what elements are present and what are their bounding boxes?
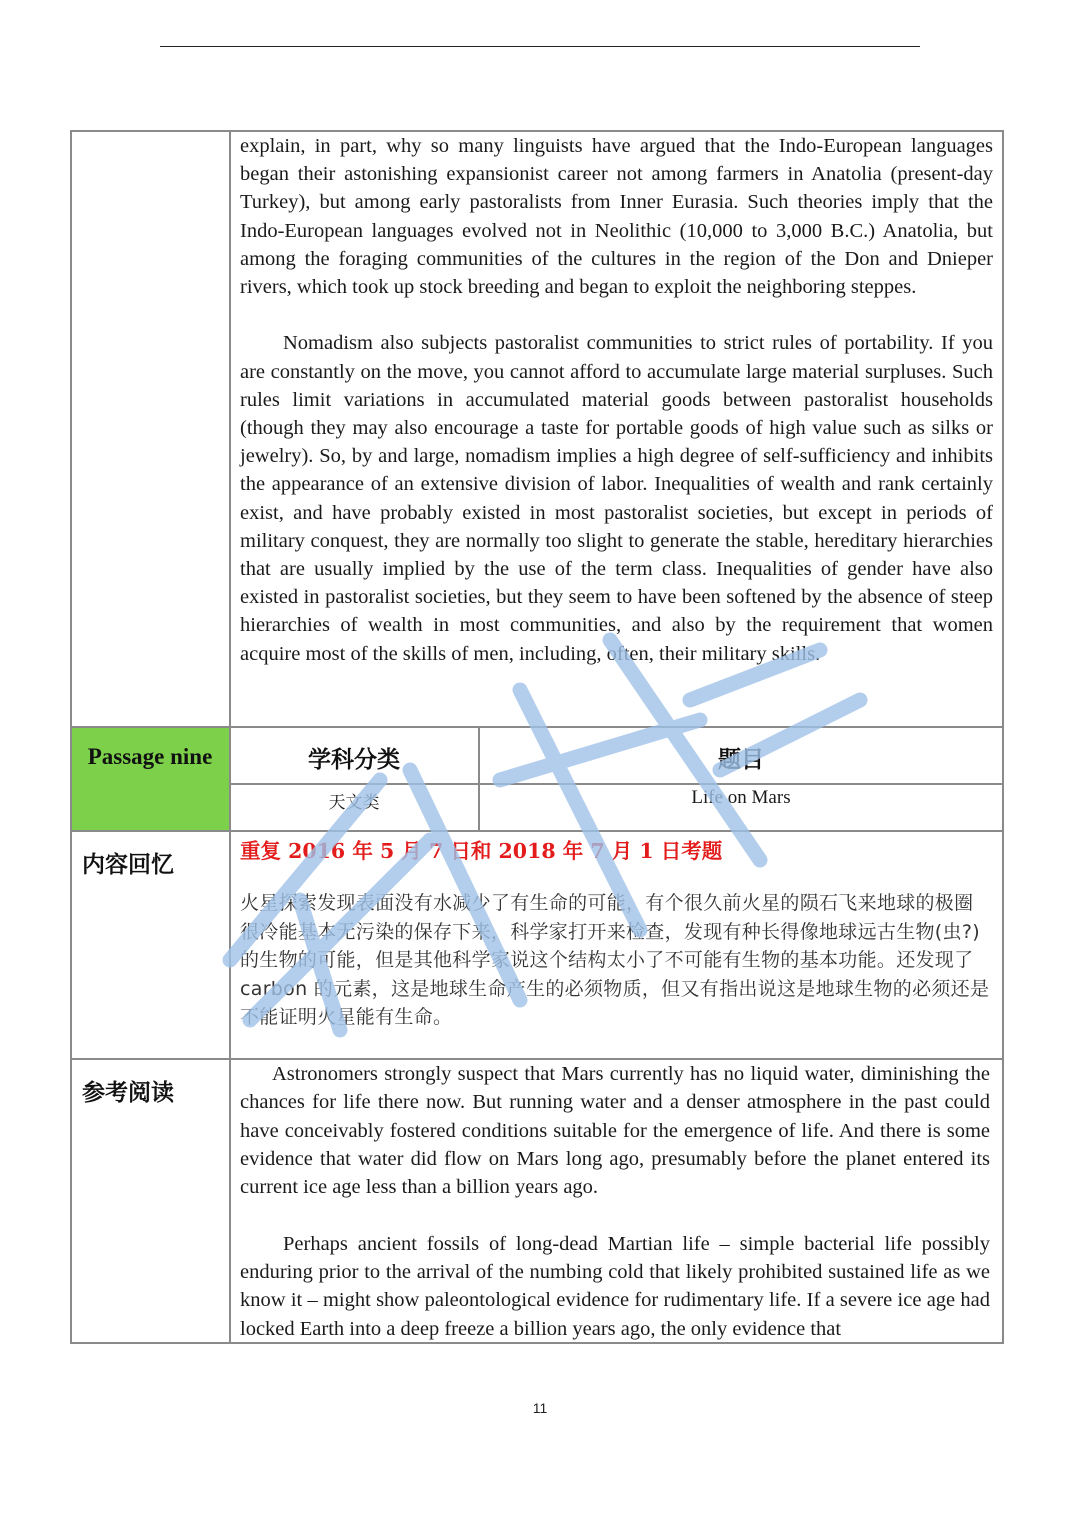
subject-value: 天文类 <box>328 793 380 813</box>
recall-summary: 火星探索发现表面没有水减少了有生命的可能，有个很久前火星的陨石飞来地球的极圈很冷能基本无污染的保存下来，科学家打开来检查，发现有种长得像地球远古生物(虫?)的生物的可能，但是其他科学家说这个结构太小了不可能有生物的基本功能。还发现了 carbon 的元素，这是地球生命产生的必须物质，但又有指出说这是地球生物的必须还是不能证明火星能有生命。 <box>240 892 990 1028</box>
previous-passage-paragraph: Nomadism also subjects pastoralist communities to strict rules of portability. If you are constantly on the move, you cannot afford to accumulate large material surpluses. Such rules limit variations in accumulated material goods between pastoralist households (though they may also encourage a taste for portable goods of high value such as silks or jewelry). So, by and large, nomadism implies a high degree of self-sufficiency and inhibits the appearance of an extensive division of labor. Inequalities of wealth and rank certainly exist, and have probably existed in most pastoralist societies, but except in periods of military conquest, they are normally too slight to generate the stable, hereditary hierarchies that are usually implied by the use of the term class. Inequalities of gender have also existed in pastoralist societies, but they seem to have been softened by the absence of steep hierarchies of wealth in most communities, and also by the requirement that women acquire most of the skills of men, including, often, their military skills. <box>240 332 993 665</box>
header-rule <box>160 46 920 47</box>
repeat-note: 重复 2016 年 5 月 7 日和 2018 年 7 月 1 日考题 <box>240 839 723 863</box>
table-row-divider <box>70 830 1004 832</box>
topic-header: 题目 <box>718 747 764 773</box>
table-border-right <box>1002 130 1004 1343</box>
passage-label: Passage nine <box>87 744 213 769</box>
passage-label-cell <box>71 727 229 787</box>
topic-value: Life on Mars <box>691 787 791 808</box>
reference-text <box>240 1060 990 1343</box>
reference-paragraph: Perhaps ancient fossils of long-dead Martian life – simple bacterial life possibly enduring prior to the arrival of the numbing cold that likely prohibited sustained life as we know it – might show paleontological evidence for rudimentary life. If a severe ice age had locked Earth into a deep freeze a billion years ago, the only evidence that <box>240 1232 990 1340</box>
subject-header: 学科分类 <box>308 747 400 773</box>
previous-passage-paragraph: explain, in part, why so many linguists have argued that the Indo-European languages began their astonishing expansionist career not among farmers in Anatolia (present-day Turkey), but among early pastoralists from Inner Eurasia. Such theories imply that the Indo-European languages evolved not in Neolithic (10,000 to 3,000 B.C.) Anatolia, but among the foraging communities of the cultures in the region of the Don and Dnieper rivers, which took up stock breeding and began to exploit the neighboring steppes. <box>240 135 993 299</box>
reference-label: 参考阅读 <box>82 1080 174 1106</box>
reference-paragraph: Astronomers strongly suspect that Mars currently has no liquid water, diminishing the chances for life there now. But running water and a denser atmosphere in the past could have conceivably fostered conditions suitable for the emergence of life. And there is some evidence that water did flow on Mars long ago, presumably before the planet entered its current ice age less than a billion years ago. <box>240 1063 990 1199</box>
table-column-divider <box>229 130 231 1343</box>
table-row-divider <box>229 783 1004 785</box>
recall-label: 内容回忆 <box>82 852 174 878</box>
page-number: 11 <box>532 1400 548 1416</box>
previous-passage-text <box>240 132 993 668</box>
